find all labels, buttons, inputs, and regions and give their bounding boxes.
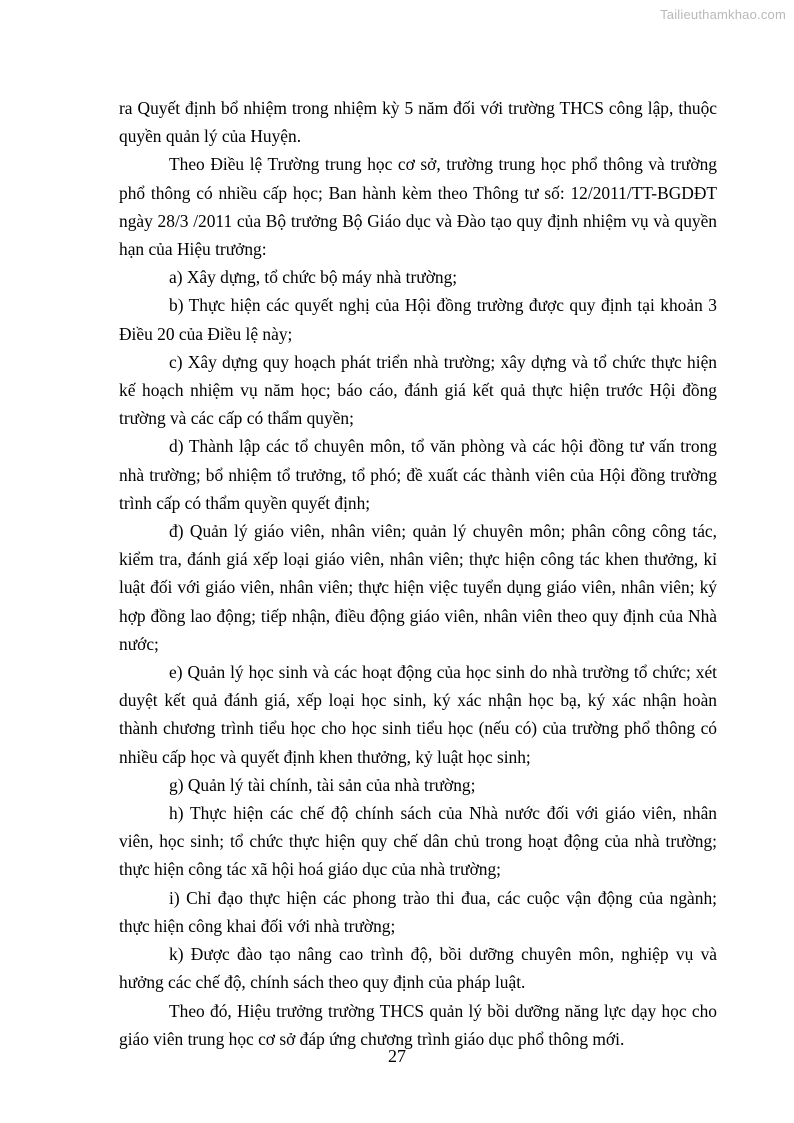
- list-item-k: k) Được đào tạo nâng cao trình độ, bồi dưỡng chuyên môn, nghiệp vụ và hưởng các chế độ, chính sách theo quy định của pháp luật.: [119, 944, 717, 993]
- paragraph-conclusion: Theo đó, Hiệu trưởng trường THCS quản lý bồi dưỡng năng lực dạy học cho giáo viên trung học cơ sở đáp ứng chương trình giáo dục phổ thông mới.: [119, 1000, 717, 1049]
- list-item-g: g) Quản lý tài chính, tài sản của nhà trường;: [169, 774, 476, 795]
- watermark-text: Tailieuthamkhao.com: [660, 7, 786, 22]
- document-body: [119, 94, 717, 1053]
- list-item-d: d) Thành lập các tổ chuyên môn, tổ văn phòng và các hội đồng tư vấn trong nhà trường; bổ nhiệm tổ trưởng, tổ phó; đề xuất các thành viên của Hội đồng trường trình cấp có thẩm quyền quyết định;: [119, 436, 717, 513]
- paragraph-continuation: ra Quyết định bổ nhiệm trong nhiệm kỳ 5 năm đối với trường THCS công lập, thuộc quyền quản lý của Huyện.: [119, 98, 717, 147]
- list-item-a: a) Xây dựng, tổ chức bộ máy nhà trường;: [169, 267, 458, 288]
- list-item-e: e) Quản lý học sinh và các hoạt động của học sinh do nhà trường tổ chức; xét duyệt kết quả đánh giá, xếp loại học sinh, ký xác nhận học bạ, ký xác nhận hoàn thành chương trình tiểu học cho học sinh tiểu học (nếu có) của trường phổ thông có nhiều cấp học và quyết định khen thưởng, kỷ luật học sinh;: [119, 662, 717, 767]
- list-item-i: i) Chỉ đạo thực hiện các phong trào thi đua, các cuộc vận động của ngành; thực hiện công khai đối với nhà trường;: [119, 887, 717, 936]
- page-number: 27: [388, 1046, 406, 1066]
- list-item-h: h) Thực hiện các chế độ chính sách của Nhà nước đối với giáo viên, nhân viên, học sinh; tổ chức thực hiện quy chế dân chủ trong hoạt động của nhà trường; thực hiện công tác xã hội hoá giáo dục của nhà trường;: [119, 803, 717, 880]
- list-item-dd: đ) Quản lý giáo viên, nhân viên; quản lý chuyên môn; phân công công tác, kiểm tra, đánh giá xếp loại giáo viên, nhân viên; thực hiện công tác khen thưởng, kỉ luật đối với giáo viên, nhân viên; thực hiện việc tuyển dụng giáo viên, nhân viên; ký hợp đồng lao động; tiếp nhận, điều động giáo viên, nhân viên theo quy định của Nhà nước;: [119, 521, 717, 654]
- list-item-b: b) Thực hiện các quyết nghị của Hội đồng trường được quy định tại khoản 3 Điều 20 của Điều lệ này;: [119, 295, 717, 344]
- list-item-c: c) Xây dựng quy hoạch phát triển nhà trường; xây dựng và tổ chức thực hiện kế hoạch nhiệm vụ năm học; báo cáo, đánh giá kết quả thực hiện trước Hội đồng trường và các cấp có thẩm quyền;: [119, 351, 717, 429]
- paragraph-intro: Theo Điều lệ Trường trung học cơ sở, trường trung học phổ thông và trường phổ thông có nhiều cấp học; Ban hành kèm theo Thông tư số: 12/2011/TT-BGDĐT ngày 28/3 /2011 của Bộ trưởng Bộ Giáo dục và Đào tạo quy định nhiệm vụ và quyền hạn của Hiệu trưởng:: [119, 154, 717, 260]
